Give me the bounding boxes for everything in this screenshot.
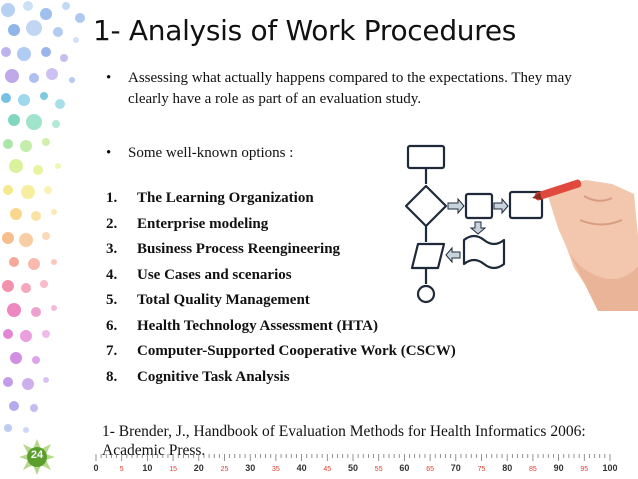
- ruler-tick-label: 25: [220, 466, 229, 473]
- ruler-tick-label: 30: [245, 463, 256, 473]
- ruler-tick-label: 80: [502, 463, 513, 473]
- ruler-tick-label: 0: [93, 463, 99, 473]
- ruler-tick-label: 100: [602, 463, 618, 473]
- ruler-tick-label: 45: [323, 466, 332, 473]
- ruler-tick-label: 90: [553, 463, 564, 473]
- ruler-tick-label: 35: [272, 466, 280, 473]
- list-number: 1.: [106, 190, 118, 206]
- list-number: 2.: [106, 215, 118, 232]
- list-number: 3.: [106, 241, 118, 257]
- page-number: 24: [30, 449, 44, 461]
- ruler-tick-label: 5: [119, 466, 124, 473]
- ruler-decoration: [88, 452, 618, 476]
- list-label: The Learning Organization: [137, 190, 314, 206]
- ruler-tick-label: 50: [347, 463, 359, 473]
- ruler-tick-label: 60: [399, 463, 410, 473]
- list-label: Business Process Reengineering: [137, 241, 341, 257]
- ruler-tick-label: 65: [426, 466, 434, 473]
- ruler-tick-label: 15: [169, 466, 177, 473]
- list-number: 8.: [106, 368, 118, 385]
- bullet-marker: •: [106, 145, 112, 161]
- list-label: Total Quality Management: [137, 292, 310, 308]
- list-number: 4.: [106, 266, 118, 283]
- list-number: 5.: [106, 292, 118, 308]
- list-item: [106, 343, 466, 369]
- ruler-tick-label: 85: [529, 466, 537, 473]
- bullet-marker: •: [106, 70, 112, 86]
- list-number: 7.: [106, 343, 118, 359]
- list-item: [106, 318, 466, 344]
- decorative-dots: [0, 0, 90, 479]
- ruler-tick-label: 75: [477, 466, 486, 473]
- ruler-tick-label: 10: [142, 463, 153, 473]
- bullet-text: Some well-known options :: [128, 145, 294, 161]
- slide-title: 1- Analysis of Work Procedures: [93, 14, 517, 47]
- list-label: Health Technology Assessment (HTA): [137, 317, 378, 334]
- reference-citation: 1- Brender, J., Handbook of Evaluation Methods for Health Informatics 2006: Academic Press.: [102, 423, 586, 459]
- list-label: Computer-Supported Cooperative Work (CSCW): [137, 343, 456, 359]
- ruler-tick-label: 20: [193, 463, 204, 473]
- list-label: Enterprise modeling: [137, 215, 269, 232]
- ruler-tick-label: 55: [374, 466, 383, 473]
- list-number: 6.: [106, 317, 118, 334]
- list-label: Use Cases and scenarios: [137, 266, 292, 283]
- ruler-tick-label: 40: [296, 463, 307, 473]
- flowchart-illustration: [398, 136, 638, 311]
- ruler-tick-label: 95: [580, 466, 589, 473]
- list-item: [106, 369, 466, 395]
- bullet-text: Assessing what actually happens compared to the expectations. They may clearly have a role as part of an evaluation study.: [128, 70, 572, 107]
- hand-illustration: [532, 179, 638, 311]
- ruler-tick-label: 70: [450, 463, 461, 473]
- list-label: Cognitive Task Analysis: [137, 368, 290, 385]
